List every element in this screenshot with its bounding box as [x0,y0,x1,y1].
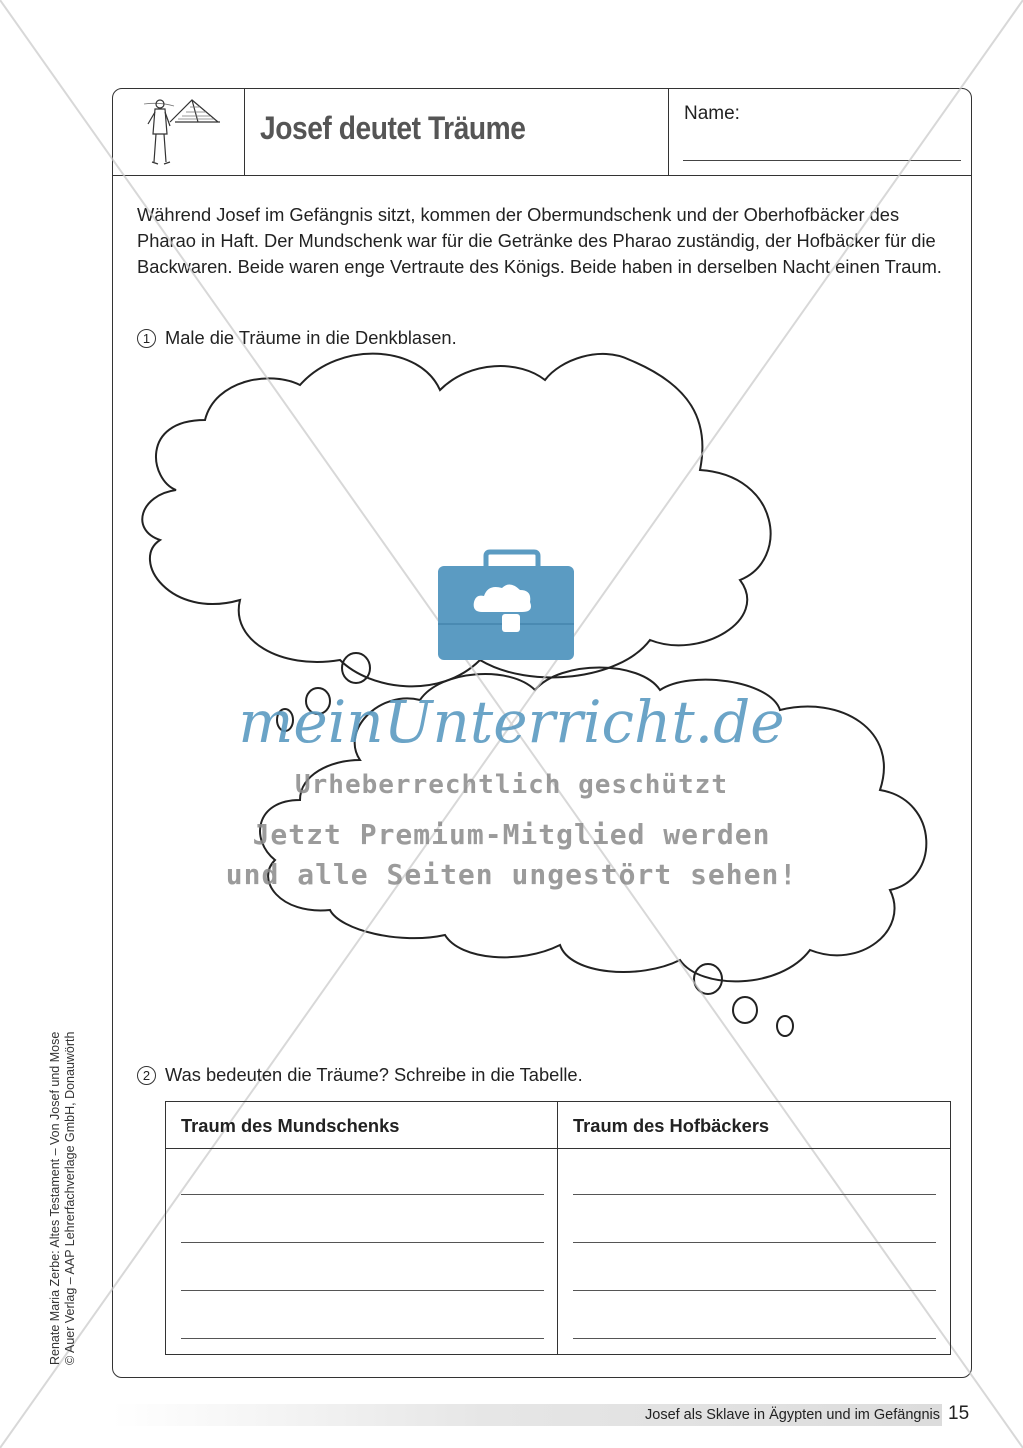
thought-dot-5 [733,997,757,1023]
briefcase-icon [438,552,574,660]
write-line[interactable] [573,1194,936,1195]
table-header-hofbaecker: Traum des Hofbäckers [573,1115,770,1136]
thought-dot-1 [342,653,370,683]
write-line[interactable] [181,1242,544,1243]
copyright-line-1: Renate Maria Zerbe: Altes Testament – Von Josef und Mose [48,1031,62,1365]
watermark-line-1: Urheberrechtlich geschützt [295,770,728,800]
watermark-line-2: Jetzt Premium-Mitglied werden [252,818,771,851]
copyright-line-2: © Auer Verlag – AAP Lehrerfachverlage GmbH, Donauwörth [63,1031,77,1365]
write-line[interactable] [181,1338,544,1339]
footer-chapter: Josef als Sklave in Ägypten und im Gefängnis [645,1407,940,1423]
thought-dot-6 [777,1016,793,1036]
copyright-sidebar [48,1032,78,1365]
table-column-divider [557,1102,558,1354]
task-2 [137,1064,583,1086]
task-2-text: Was bedeuten die Träume? Schreibe in die Tabelle. [165,1064,583,1085]
task-1-text: Male die Träume in die Denkblasen. [165,327,457,348]
write-line[interactable] [181,1290,544,1291]
write-line[interactable] [573,1242,936,1243]
write-line[interactable] [181,1194,544,1195]
table-header-mundschenk: Traum des Mundschenks [181,1115,400,1136]
page-number: 15 [948,1403,970,1424]
page-title: Josef deutet Träume [260,110,526,146]
task-1-number: 1 [137,329,156,348]
task-2-number: 2 [137,1066,156,1085]
dream-meaning-table [165,1101,951,1355]
name-label: Name: [684,103,740,124]
write-line[interactable] [573,1338,936,1339]
write-line[interactable] [573,1290,936,1291]
watermark-line-3: und alle Seiten ungestört sehen! [225,858,798,891]
intro-paragraph: Während Josef im Gefängnis sitzt, kommen der Obermundschenk und der Oberhofbäcker des Pharao in Haft. Der Mundschenk war für die Getränke des Pharao zuständig, der Hofbäcker für die Backwaren. Beide waren enge Vertraute des Königs. Beide haben in derselben Nacht einen Traum. [137,204,942,277]
watermark-logo: meinUnterricht.de [238,688,785,756]
